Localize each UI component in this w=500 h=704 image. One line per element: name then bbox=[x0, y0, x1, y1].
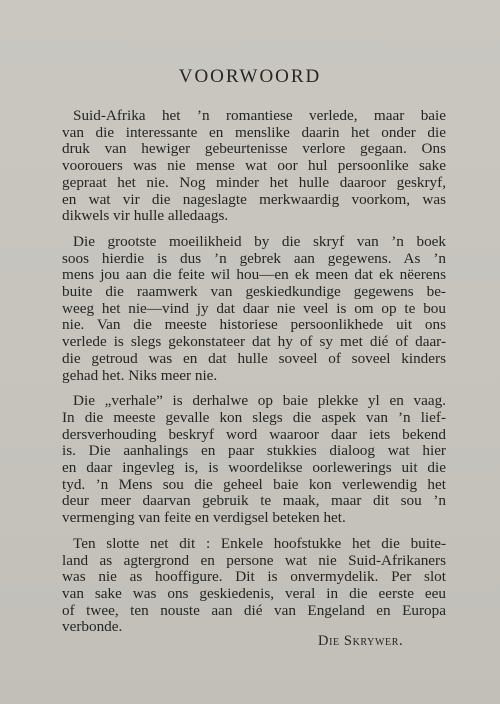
text-line: soos hierdie is dus ’n gebrek aan gegewens. As ’n bbox=[62, 249, 446, 267]
paragraph-2 bbox=[62, 234, 446, 384]
text-line: mens jou aan die feite wil hou—en ek meen dat ek nëerens bbox=[62, 266, 446, 284]
text-line: verbonde. bbox=[62, 618, 123, 636]
text-line: nie. Van die meeste historiese persoonlikhede uit ons bbox=[62, 316, 446, 334]
text-line: dersverhouding beskryf word waaroor daar iets bekend bbox=[62, 425, 446, 443]
text-line: druk van hewiger gebeurtenisse verlore gegaan. Ons bbox=[62, 140, 446, 158]
text-line: land as agtergrond en persone wat nie Suid-Afrikaners bbox=[62, 551, 446, 569]
paragraph-3 bbox=[62, 393, 446, 527]
text-line: weeg het nie—vind jy dat daar nie veel is om op te bou bbox=[62, 299, 446, 317]
text-line: dikwels vir hulle alledaags. bbox=[62, 207, 229, 225]
page-title: VOORWOORD bbox=[178, 66, 322, 87]
text-line: Suid-Afrika het ’n romantiese verlede, maar baie bbox=[73, 107, 446, 124]
text-line: voorouers was nie mense wat oor hul persoonlike sake bbox=[62, 157, 446, 175]
text-line: van die interessante en menslike daarin het onder die bbox=[62, 123, 446, 141]
text-line: In die meeste gevalle kon slegs die aspek van ’n lief- bbox=[62, 408, 446, 426]
preface-body bbox=[62, 108, 446, 645]
text-line: Die grootste moeilikheid by die skryf van ’n boek bbox=[73, 232, 446, 250]
text-line: was nie as hooffigure. Dit is onvermydelik. Per slot bbox=[62, 568, 446, 586]
text-line: gepraat het nie. Nog minder het hulle daaroor geskryf, bbox=[62, 173, 446, 191]
text-line: die getroud was en dat hulle soveel of soveel kinders bbox=[62, 349, 446, 367]
text-line: en wat vir die nageslagte merkwaardig voorkom, was bbox=[62, 190, 446, 208]
text-line: gehad het. Niks meer nie. bbox=[62, 366, 218, 384]
paragraph-4 bbox=[62, 536, 446, 636]
paragraph-1 bbox=[62, 108, 446, 225]
text-line: is. Die aanhalings en paar stukkies dialoog wat hier bbox=[62, 442, 446, 460]
text-line: en daar ingevleg is, is woordelikse oorlewerings uit die bbox=[62, 459, 446, 477]
text-line: Die „verhale” is derhalwe op baie plekke yl en vaag. bbox=[73, 392, 446, 410]
text-line: vermenging van feite en verdigsel beteken het. bbox=[62, 509, 346, 527]
text-line: Ten slotte net dit : Enkele hoofstukke het die buite- bbox=[73, 534, 446, 552]
text-line: deur meer daarvan gebruik te maak, maar dit sou ’n bbox=[62, 492, 446, 510]
text-line: van sake was ons geskiedenis, veral in die eerste eeu bbox=[62, 584, 446, 602]
text-line: of twee, ten nouste aan dié van Engeland en Europa bbox=[62, 601, 446, 619]
text-line: buite die raamwerk van geskiedkundige gegewens be- bbox=[62, 283, 446, 301]
text-line: tyd. ’n Mens sou die geheel baie kon verlewendig het bbox=[62, 475, 446, 493]
author-signature: Die Skrywer. bbox=[318, 633, 404, 649]
text-line: verlede is slegs gekonstateer dat hy of sy met dié of daar- bbox=[62, 333, 446, 351]
